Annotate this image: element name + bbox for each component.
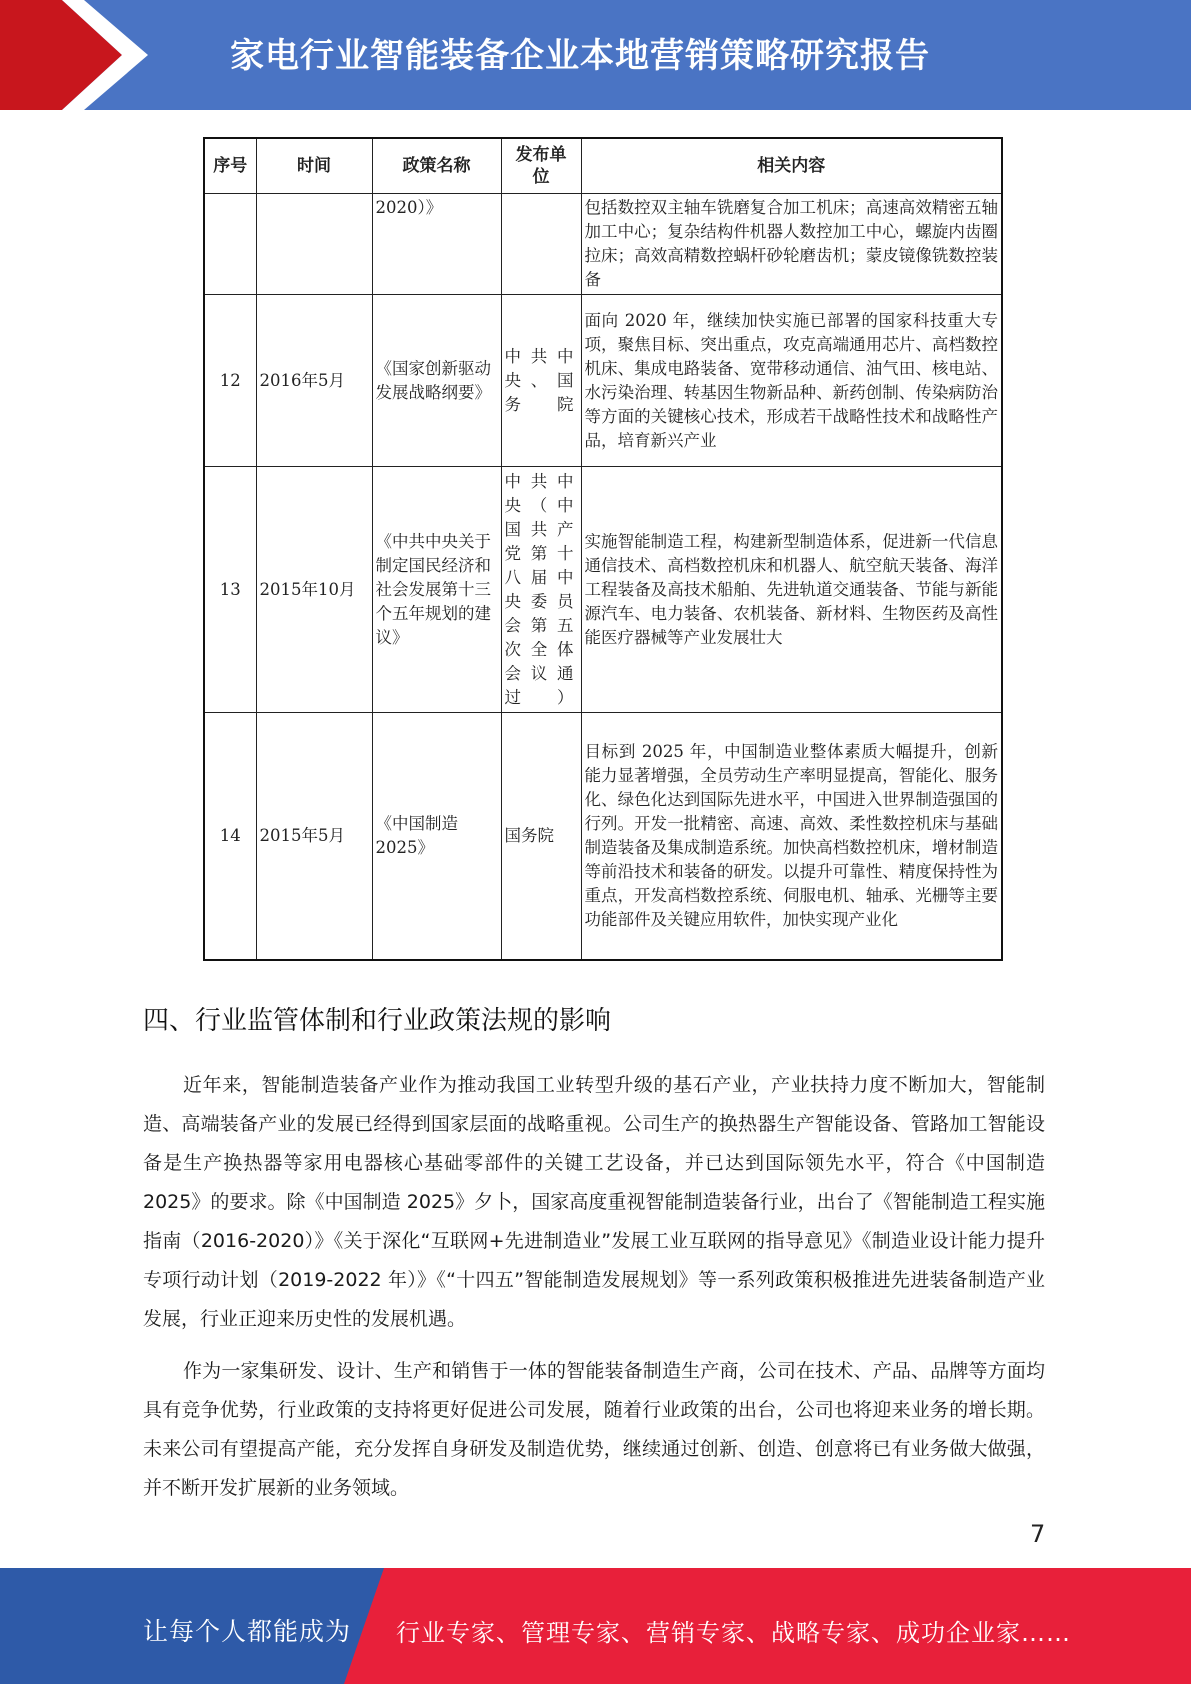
footer-slogan: 让每个人都能成为 — [143, 1617, 352, 1646]
cell-unit: 中共中央、国务院 — [501, 295, 581, 467]
paragraph: 作为一家集研发、设计、生产和销售于一体的智能装备制造生产商，公司在技术、产品、品牌等方面均具有竞争优势，行业政策的支持将更好促进公司发展，随着行业政策的出台，公司也将迎来业务的增长期。未来公司有望提高产能，充分发挥自身研发及制造优势，继续通过创新、创造、创意将已有业务做大做强，并不断开发扩展新的业务领域。 — [143, 1360, 1045, 1499]
cell-unit: 中共中央（中国共产党第十八届中央委员会第五次全体会议通过） — [501, 467, 581, 713]
cell-num — [204, 194, 256, 295]
cell-content: 面向 2020 年，继续加快实施已部署的国家科技重大专项，聚焦目标、突出重点，攻克高端通用芯片、高档数控机床、集成电路装备、宽带移动通信、油气田、核电站、水污染治理、转基因生物新品种、新药创制、传染病防治等方面的关键核心技术，形成若干战略性技术和战略性产品，培育新兴产业 — [581, 295, 1002, 467]
table-header-row — [204, 138, 1002, 194]
cell-num: 14 — [204, 713, 256, 960]
cell-name: 《中共中央关于制定国民经济和社会发展第十三个五年规划的建议》 — [372, 467, 501, 713]
page-number: 7 — [1030, 1520, 1046, 1548]
header-unit: 发布单位 — [501, 138, 581, 194]
section-heading: 四、行业监管体制和行业政策法规的影响 — [143, 1006, 612, 1036]
cell-time: 2015年5月 — [256, 713, 372, 960]
cell-num: 13 — [204, 467, 256, 713]
cell-time: 2016年5月 — [256, 295, 372, 467]
cell-name: 《国家创新驱动发展战略纲要》 — [372, 295, 501, 467]
header-arrow-icon — [0, 0, 160, 110]
header-content: 相关内容 — [581, 138, 1002, 194]
table-row — [204, 295, 1002, 467]
table-row — [204, 194, 1002, 295]
footer-roles: 行业专家、管理专家、营销专家、战略专家、成功企业家…… — [396, 1619, 1071, 1647]
table-row — [204, 467, 1002, 713]
cell-content: 实施智能制造工程，构建新型制造体系，促进新一代信息通信技术、高档数控机床和机器人、航空航天装备、海洋工程装备及高技术船舶、先进轨道交通装备、节能与新能源汽车、电力装备、农机装备、新材料、生物医药及高性能医疗器械等产业发展壮大 — [581, 467, 1002, 713]
header-num: 序号 — [204, 138, 256, 194]
paragraph: 近年来，智能制造装备产业作为推动我国工业转型升级的基石产业，产业扶持力度不断加大，智能制造、高端装备产业的发展已经得到国家层面的战略重视。公司生产的换热器生产智能设备、管路加工智能设备是生产换热器等家用电器核心基础零部件的关键工艺设备，并已达到国际领先水平，符合《中国制造 2025》的要求。除《中国制造 2025》夕卜，国家高度重视智能制造装备行业，出台了《智能制造工程实施指南（2016-2020）》《关于深化“互联网+先进制造业”发展工业互联网的指导意见》《制造业设计能力提升专项行动计划（2019-2022 年）》《“十四五”智能制造发展规划》等一系列政策积极推进先进装备制造产业发展，行业正迎来历史性的发展机遇。 — [143, 1074, 1045, 1330]
cell-content: 包括数控双主轴车铣磨复合加工机床；高速高效精密五轴加工中心；复杂结构件机器人数控加工中心，螺旋内齿圈拉床；高效高精数控蜗杆砂轮磨齿机；蒙皮镜像铣数控装备 — [581, 194, 1002, 295]
header-time: 时间 — [256, 138, 372, 194]
cell-unit — [501, 194, 581, 295]
cell-time — [256, 194, 372, 295]
table-row — [204, 713, 1002, 960]
cell-name: 2020）》 — [372, 194, 501, 295]
cell-unit: 国务院 — [501, 713, 581, 960]
header-banner — [0, 0, 1191, 110]
report-title: 家电行业智能装备企业本地营销策略研究报告 — [230, 36, 930, 76]
cell-name: 《中国制造 2025》 — [372, 713, 501, 960]
cell-time: 2015年10月 — [256, 467, 372, 713]
cell-num: 12 — [204, 295, 256, 467]
header-name: 政策名称 — [372, 138, 501, 194]
cell-content: 目标到 2025 年，中国制造业整体素质大幅提升，创新能力显著增强，全员劳动生产率明显提高，智能化、服务化、绿色化达到国际先进水平，中国进入世界制造强国的行列。开发一批精密、高速、高效、柔性数控机床与基础制造装备及集成制造系统。加快高档数控机床，增材制造等前沿技术和装备的研发。以提升可靠性、精度保持性为重点，开发高档数控系统、伺服电机、轴承、光栅等主要功能部件及关键应用软件，加快实现产业化 — [581, 713, 1002, 960]
policy-table — [203, 137, 1003, 961]
